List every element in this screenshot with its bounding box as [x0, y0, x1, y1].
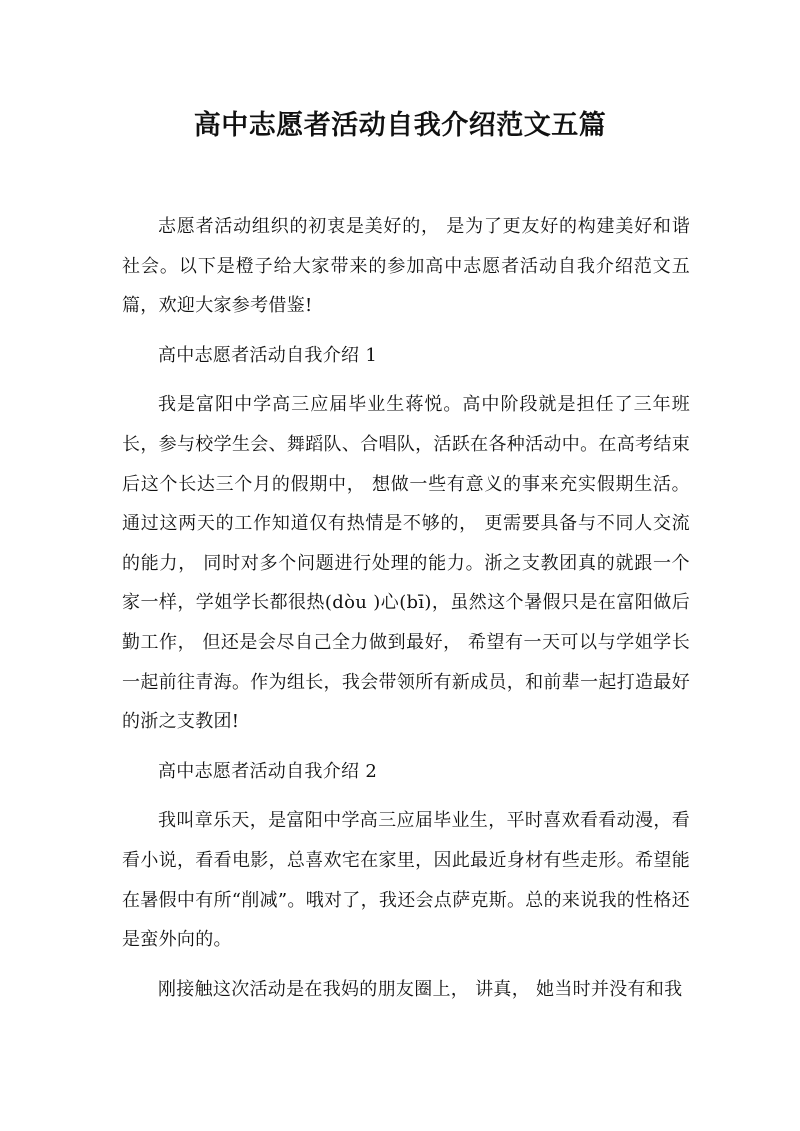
section-2-paragraph-2: 刚接触这次活动是在我妈的朋友圈上， 讲真， 她当时并没有和我	[158, 978, 683, 1000]
intro-paragraph: 志愿者活动组织的初衷是美好的， 是为了更友好的构建美好和谐社会。以下是橙子给大家带来的参加高中志愿者活动自我介绍范文五篇，欢迎大家参考借鉴!	[122, 216, 690, 317]
section-1-heading: 高中志愿者活动自我介绍 1	[158, 344, 378, 366]
section-2-heading: 高中志愿者活动自我介绍 2	[158, 760, 378, 782]
section-1-paragraph: 我是富阳中学高三应届毕业生蒋悦。高中阶段就是担任了三年班长，参与校学生会、舞蹈队、合唱队，活跃在各种活动中。在高考结束后这个长达三个月的假期中， 想做一些有意义的事来充实假期生活。通过这两天的工作知道仅有热情是不够的， 更需要具备与不同人交流的能力， 同时对多个问题进行处理的能力。浙之支教团真的就跟一个家一样，学姐学长都很热(dòu )心(bī)，虽然这个暑假只是在富阳做后勤工作， 但还是会尽自己全力做到最好， 希望有一天可以与学姐学长一起前往青海。作为组长，我会带领所有新成员，和前辈一起打造最好的浙之支教团!	[122, 394, 690, 733]
document-title: 高中志愿者活动自我介绍范文五篇	[193, 110, 607, 141]
document-body	[122, 207, 690, 1009]
section-2-paragraph-1: 我叫章乐天，是富阳中学高三应届毕业生，平时喜欢看看动漫，看看小说，看看电影，总喜欢宅在家里，因此最近身材有些走形。希望能在暑假中有所“削减”。哦对了，我还会点萨克斯。总的来说我的性格还是蛮外向的。	[122, 810, 691, 951]
